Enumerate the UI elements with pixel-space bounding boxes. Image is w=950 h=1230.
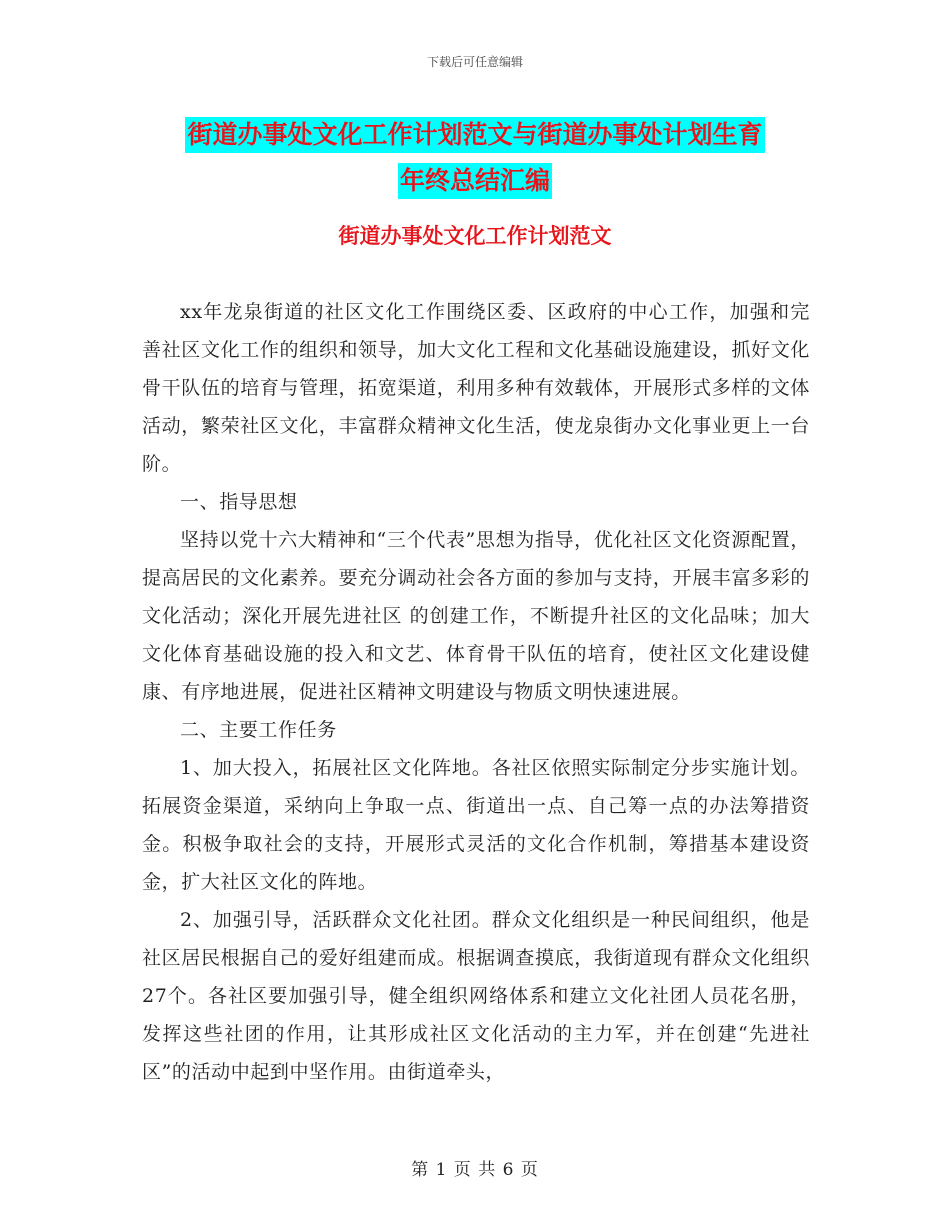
document-title — [140, 112, 810, 204]
paragraph-intro: xx年龙泉街道的社区文化工作围绕区委、区政府的中心工作，加强和完善社区文化工作的组织和领导，加大文化工程和文化基础设施建设，抓好文化骨干队伍的培育与管理，拓宽渠道，利用多种有效载体，开展形式多样的文体活动，繁荣社区文化，丰富群众精神文化生活，使龙泉街办文化事业更上一台阶。 — [142, 301, 810, 475]
section-title: 街道办事处文化工作计划范文 — [338, 224, 612, 248]
heading-guiding-ideology: 一、指导思想 — [180, 491, 298, 513]
paragraph-task-1: 1、加大投入，拓展社区文化阵地。各社区依照实际制定分步实施计划。拓展资金渠道，采纳向上争取一点、街道出一点、自己筹一点的办法筹措资金。积极争取社会的支持，开展形式灵活的文化合作机制，筹措基本建设资金，扩大社区文化的阵地。 — [142, 757, 810, 893]
document-body — [142, 293, 810, 1091]
paragraph-task-2: 2、加强引导，活跃群众文化社团。群众文化组织是一种民间组织，他是社区居民根据自己的爱好组建而成。根据调查摸底，我街道现有群众文化组织27个。各社区要加强引导，健全组织网络体系和建立文化社团人员花名册，发挥这些社团的作用，让其形成社区文化活动的主力军，并在创建“先进社区”的活动中起到中坚作用。由街道牵头， — [142, 909, 810, 1083]
header-note: 下载后可任意编辑 — [426, 55, 523, 69]
document-title-line-1: 街道办事处文化工作计划范文与街道办事处计划生育 — [185, 117, 764, 153]
paragraph-guiding-ideology: 坚持以党十六大精神和“三个代表”思想为指导，优化社区文化资源配置，提高居民的文化素养。要充分调动社会各方面的参加与支持，开展丰富多彩的文化活动；深化开展先进社区 的创建工作，不断提升社区的文化品味；加大文化体育基础设施的投入和文艺、体育骨干队伍的培育，使社区文化建设健康、有序地进展，促进社区精神文明建设与物质文明快速进展。 — [142, 529, 810, 703]
heading-main-tasks: 二、主要工作任务 — [180, 719, 337, 741]
document-title-line-2: 年终总结汇编 — [398, 163, 552, 199]
page-number: 第 1 页 共 6 页 — [411, 1160, 539, 1180]
